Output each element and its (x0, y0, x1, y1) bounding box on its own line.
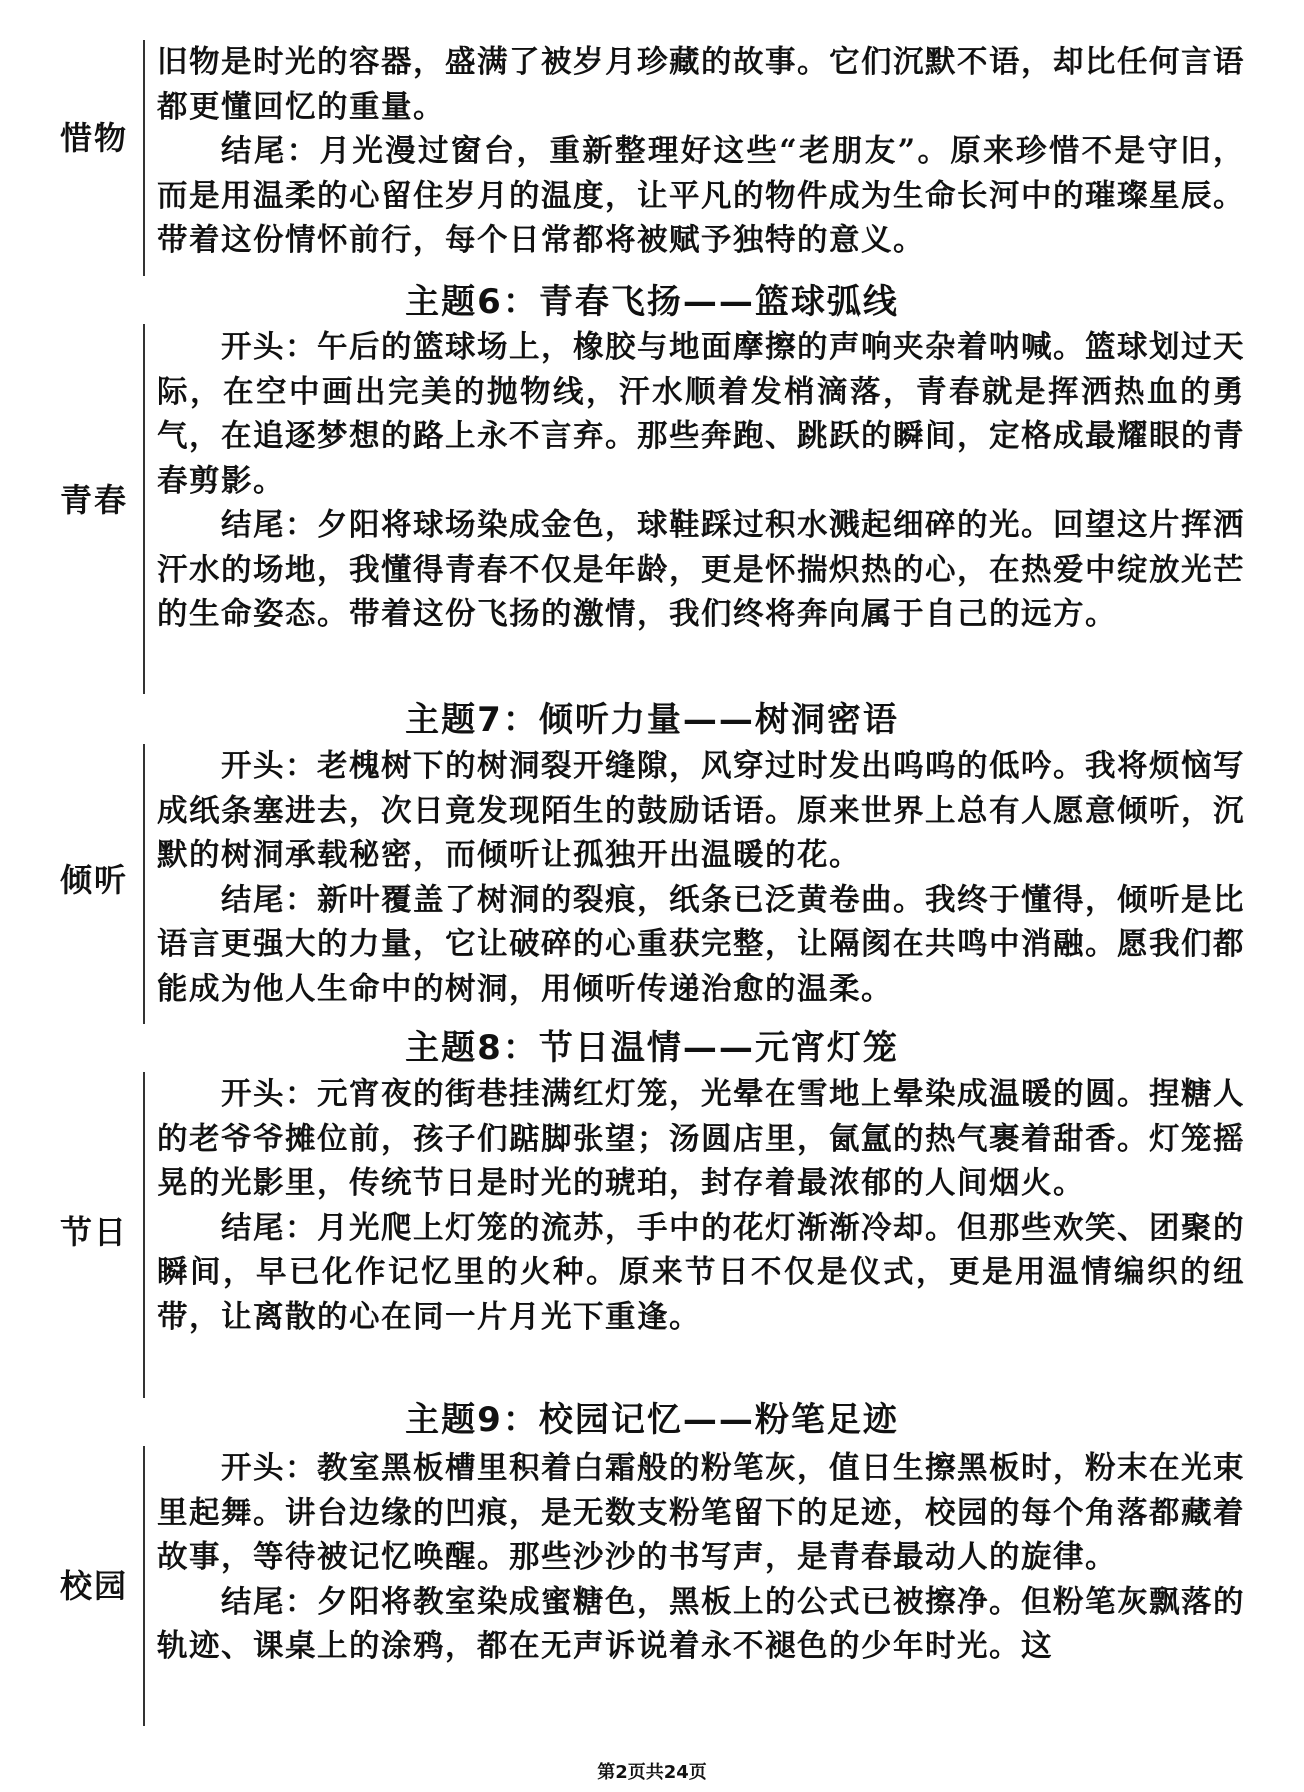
section-divider-bar (143, 744, 145, 1024)
theme-heading-9: 主题9：校园记忆——粉笔足迹 (405, 1400, 899, 1440)
section-content-xiaoyuan (157, 1446, 1245, 1669)
paragraph: 开头：教室黑板槽里积着白霜般的粉笔灰，值日生擦黑板时，粉末在光束里起舞。讲台边缘的凹痕，是无数支粉笔留下的足迹，校园的每个角落都藏着故事，等待被记忆唤醒。那些沙沙的书写声，是青春最动人的旋律。 (157, 1450, 1245, 1575)
paragraph: 结尾：月光漫过窗台，重新整理好这些“老朋友”。原来珍惜不是守旧，而是用温柔的心留住岁月的温度，让平凡的物件成为生命长河中的璀璨星辰。带着这份情怀前行，每个日常都将被赋予独特的意义。 (157, 133, 1245, 258)
section-content-qingting (157, 744, 1245, 1011)
paragraph: 结尾：月光爬上灯笼的流苏，手中的花灯渐渐冷却。但那些欢笑、团聚的瞬间，早已化作记忆里的火种。原来节日不仅是仪式，更是用温情编织的纽带，让离散的心在同一片月光下重逢。 (157, 1209, 1245, 1335)
section-divider-bar (143, 324, 145, 694)
paragraph: 开头：老槐树下的树洞裂开缝隙，风穿过时发出呜呜的低吟。我将烦恼写成纸条塞进去，次日竟发现陌生的鼓励话语。原来世界上总有人愿意倾听，沉默的树洞承载秘密，而倾听让孤独开出温暖的花。 (157, 748, 1245, 873)
paragraph: 结尾：新叶覆盖了树洞的裂痕，纸条已泛黄卷曲。我终于懂得，倾听是比语言更强大的力量，它让破碎的心重获完整，让隔阂在共鸣中消融。愿我们都能成为他人生命中的树洞，用倾听传递治愈的温柔。 (157, 881, 1245, 1007)
theme-heading-7: 主题7：倾听力量——树洞密语 (405, 700, 899, 740)
paragraph: 开头：元宵夜的街巷挂满红灯笼，光晕在雪地上晕染成温暖的圆。捏糖人的老爷爷摊位前，孩子们踮脚张望；汤圆店里，氤氲的热气裹着甜香。灯笼摇晃的光影里，传统节日是时光的琥珀，封存着最浓郁的人间烟火。 (157, 1076, 1245, 1201)
section-divider-bar (143, 1072, 145, 1398)
section-label-qingchun: 青春 (60, 481, 129, 519)
section-label-jieri: 节日 (60, 1213, 129, 1251)
section-label-xiaoyuan: 校园 (60, 1567, 129, 1605)
section-divider-bar (143, 1446, 145, 1726)
paragraph: 结尾：夕阳将球场染成金色，球鞋踩过积水溅起细碎的光。回望这片挥洒汗水的场地，我懂得青春不仅是年龄，更是怀揣炽热的心，在热爱中绽放光芒的生命姿态。带着这份飞扬的激情，我们终将奔向属于自己的远方。 (157, 507, 1245, 632)
theme-heading-8: 主题8：节日温情——元宵灯笼 (405, 1028, 899, 1068)
section-label-xiwu: 惜物 (60, 119, 129, 157)
paragraph: 结尾：夕阳将教室染成蜜糖色，黑板上的公式已被擦净。但粉笔灰飘落的轨迹、课桌上的涂鸦，都在无声诉说着永不褪色的少年时光。这 (157, 1583, 1245, 1664)
section-content-qingchun (157, 325, 1245, 637)
section-divider-bar (143, 40, 145, 276)
section-label-qingting: 倾听 (60, 861, 129, 899)
page-footer: 第2页共24页 (597, 1762, 707, 1783)
paragraph: 开头：午后的篮球场上，橡胶与地面摩擦的声响夹杂着呐喊。篮球划过天际，在空中画出完美的抛物线，汗水顺着发梢滴落，青春就是挥洒热血的勇气，在追逐梦想的路上永不言弃。那些奔跑、跳跃的瞬间，定格成最耀眼的青春剪影。 (157, 329, 1245, 499)
theme-heading-6: 主题6：青春飞扬——篮球弧线 (405, 282, 899, 322)
section-content-jieri (157, 1072, 1245, 1339)
section-content-xiwu (157, 40, 1245, 263)
paragraph: 旧物是时光的容器，盛满了被岁月珍藏的故事。它们沉默不语，却比任何言语都更懂回忆的重量。 (157, 44, 1245, 125)
